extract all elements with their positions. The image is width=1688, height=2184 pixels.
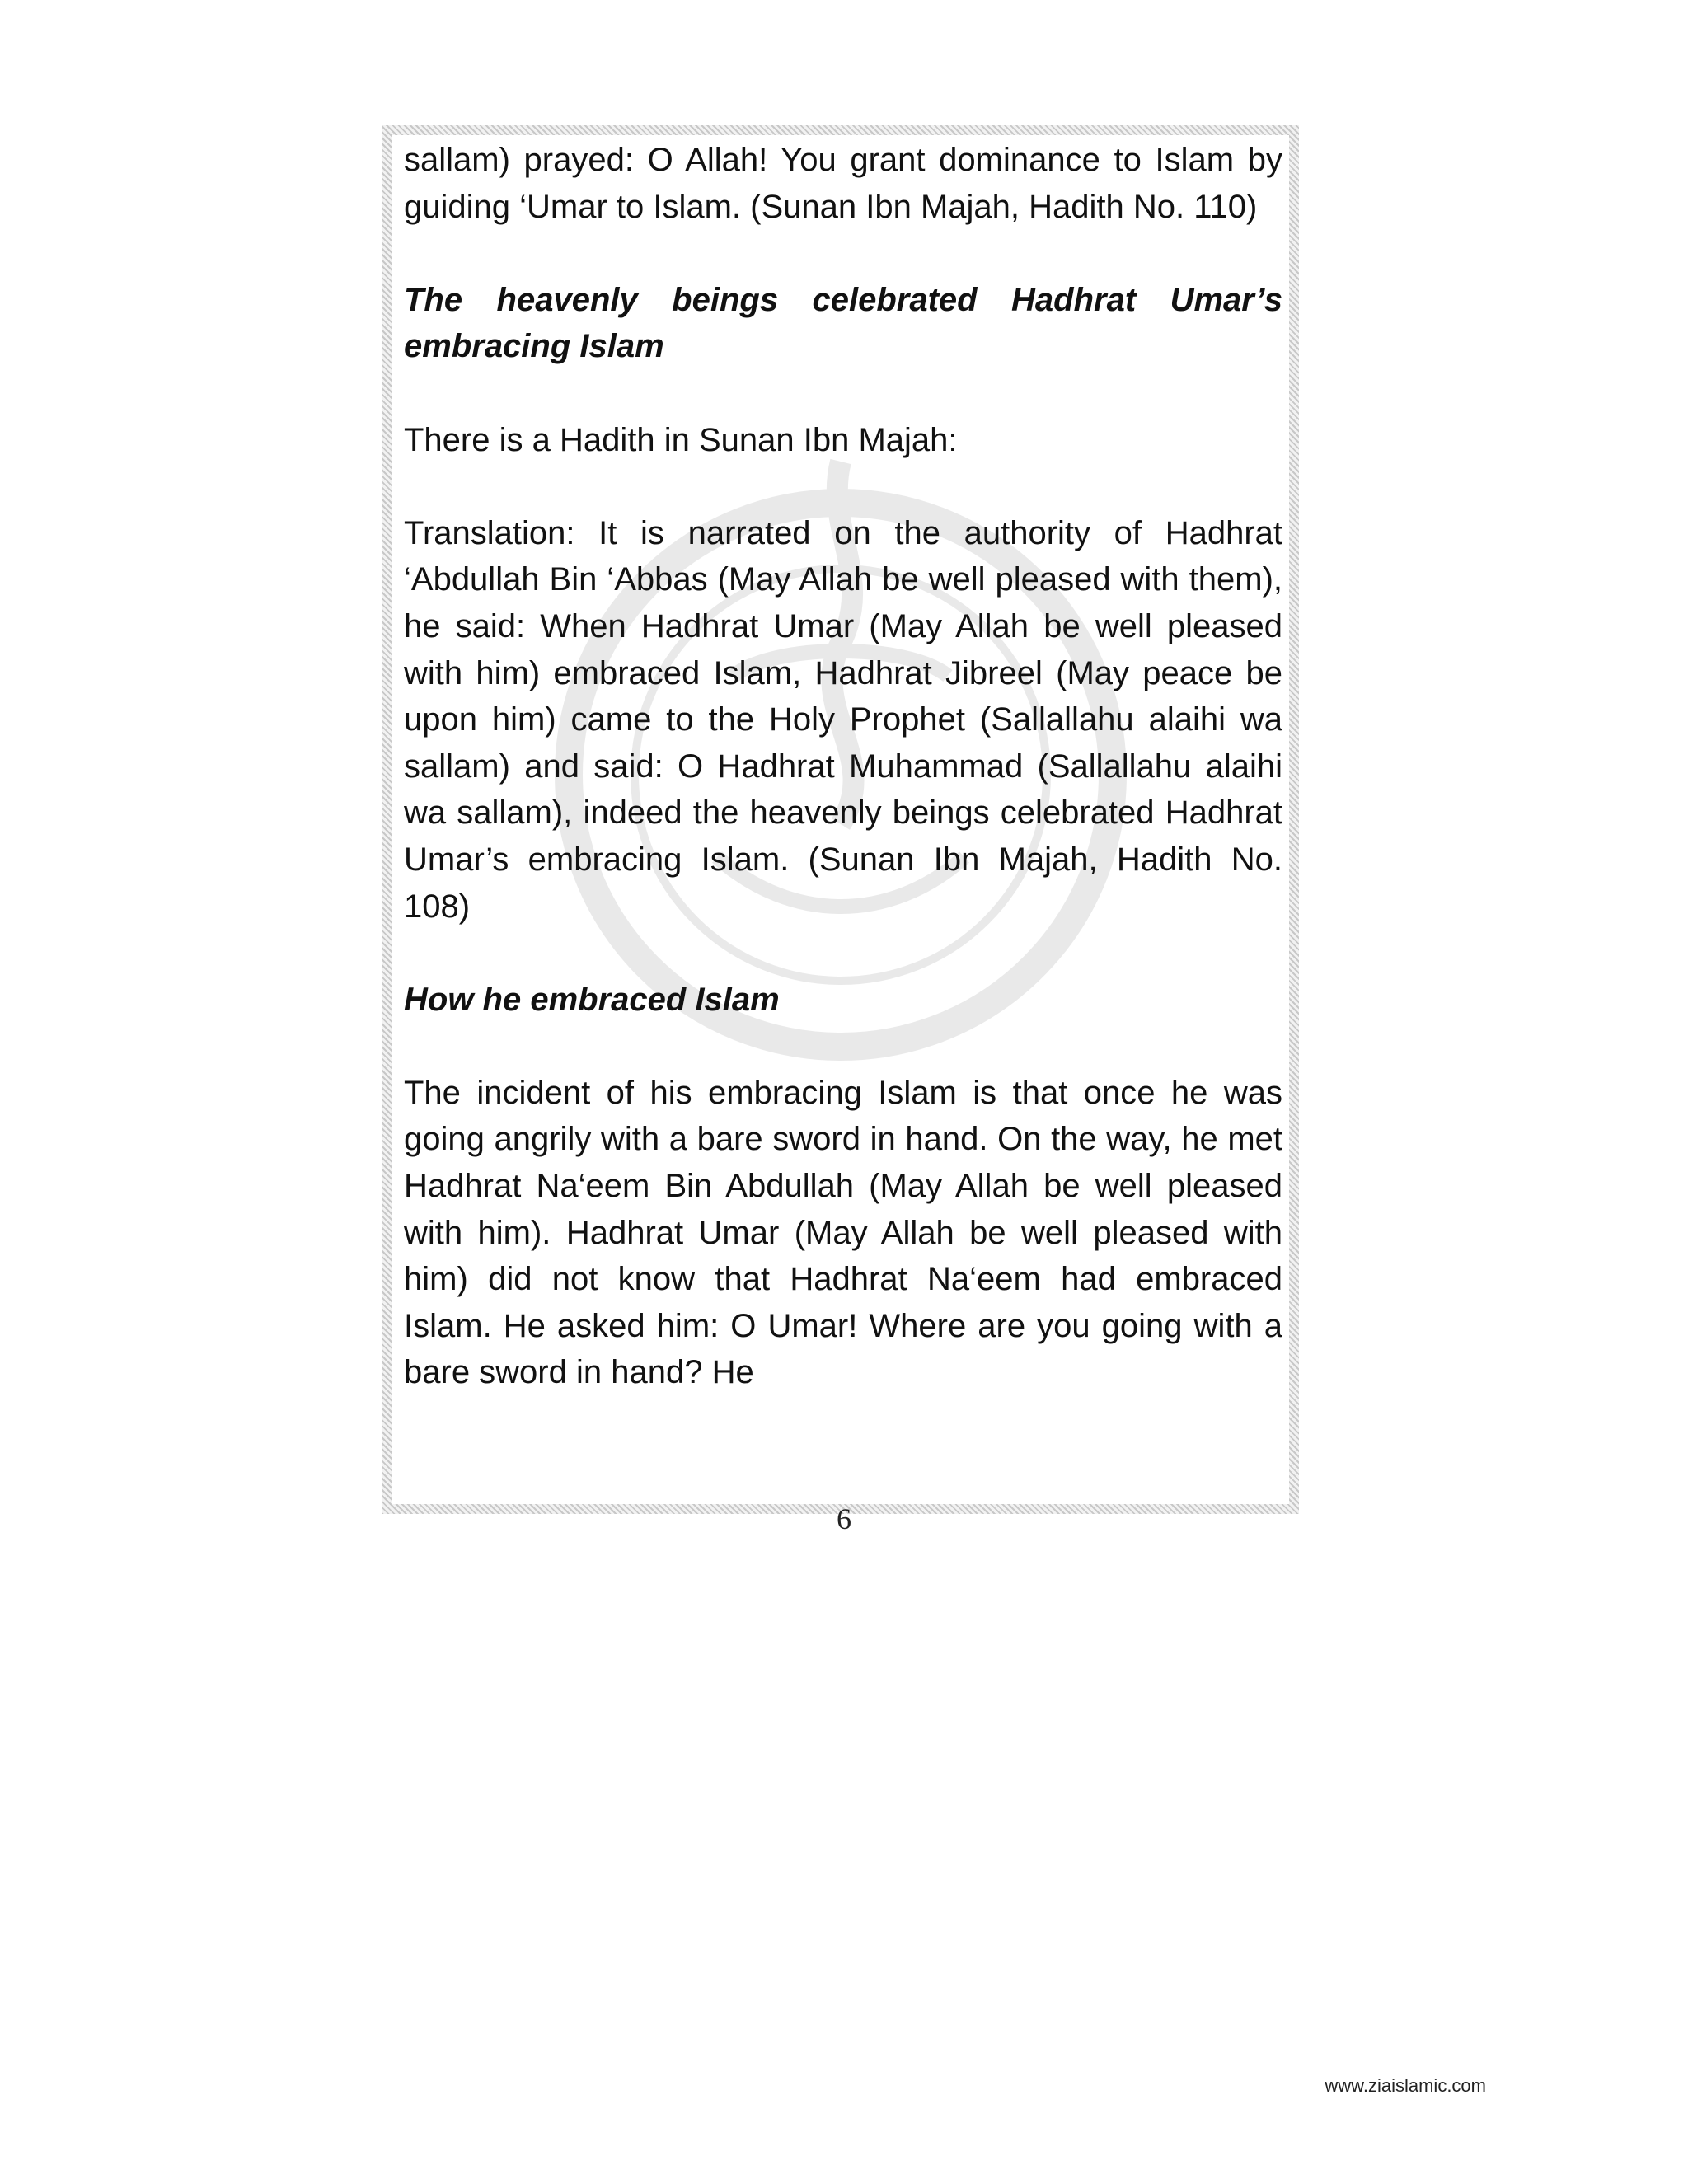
- body-paragraph: There is a Hadith in Sunan Ibn Majah:: [404, 421, 958, 458]
- section-heading: The heavenly beings celebrated Hadhrat Umar’s embracing Islam: [404, 281, 1282, 365]
- section-heading: How he embraced Islam: [404, 981, 780, 1018]
- body-paragraph: The incident of his embracing Islam is that once he was going angrily with a bare sword in hand. On the way, he met Hadhrat Na‘eem Bin Abdullah (May Allah be well pleased with him). Hadhrat Umar (May Allah be well pleased with him) did not know that Hadhrat Na‘eem had embraced Islam. He asked him: O Umar! Where are you going with a bare sword in hand? He: [404, 1074, 1282, 1391]
- document-body: [404, 137, 1282, 1396]
- body-paragraph: sallam) prayed: O Allah! You grant dominance to Islam by guiding ‘Umar to Islam. (Sunan Ibn Majah, Hadith No. 110): [404, 142, 1282, 225]
- website-url: www.ziaislamic.com: [1325, 2075, 1486, 2096]
- page-number: 6: [837, 1502, 851, 1535]
- body-paragraph: Translation: It is narrated on the authority of Hadhrat ‘Abdullah Bin ‘Abbas (May Allah be well pleased with them), he said: When Hadhrat Umar (May Allah be well pleased with him) embraced Islam, Hadhrat Jibreel (May peace be upon him) came to the Holy Prophet (Sallallahu alaihi wa sallam) and said: O Hadhrat Muhammad (Sallallahu alaihi wa sallam), indeed the heavenly beings celebrated Hadhrat Umar’s embracing Islam. (Sunan Ibn Majah, Hadith No. 108): [404, 514, 1282, 925]
